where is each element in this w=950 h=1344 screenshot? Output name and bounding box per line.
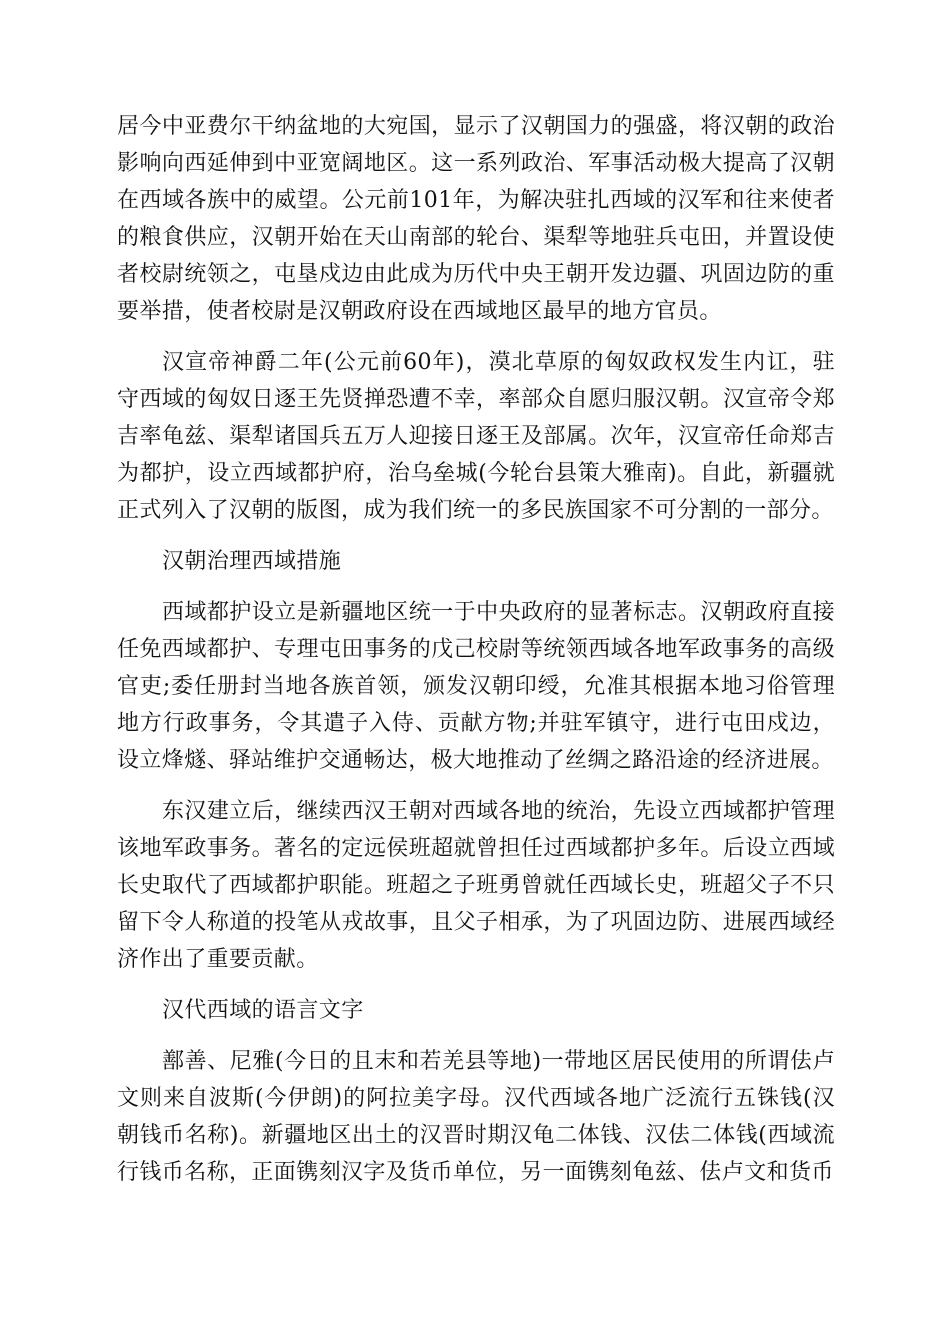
document-body bbox=[117, 108, 835, 1205]
paragraph-continuation: 居今中亚费尔干纳盆地的大宛国，显示了汉朝国力的强盛，将汉朝的政治影响向西延伸到中亚宽阔地区。这一系列政治、军事活动极大提高了汉朝在西域各族中的威望。公元前101年，为解决驻扎西域的汉军和往来使者的粮食供应，汉朝开始在天山南部的轮台、渠犁等地驻兵屯田，并置设使者校尉统领之，屯垦戍边由此成为历代中央王朝开发边疆、巩固边防的重要举措，使者校尉是汉朝政府设在西域地区最早的地方官员。 bbox=[117, 114, 835, 324]
paragraph-xuandi-protectorate: 汉宣帝神爵二年(公元前60年)，漠北草原的匈奴政权发生内讧，驻守西域的匈奴日逐王先贤掸恐遭不幸，率部众自愿归服汉朝。汉宣帝令郑吉率龟兹、渠犁诸国兵五万人迎接日逐王及部属。次年，汉宣帝任命郑吉为都护，设立西域都护府，治乌垒城(今轮台县策大雅南)。自此，新疆就正式列入了汉朝的版图，成为我们统一的多民族国家不可分割的一部分。 bbox=[117, 350, 835, 523]
section-heading-governance: 汉朝治理西域措施 bbox=[162, 549, 342, 574]
section-heading-language: 汉代西域的语言文字 bbox=[162, 998, 364, 1023]
paragraph-governance-measures: 西域都护设立是新疆地区统一于中央政府的显著标志。汉朝政府直接任免西域都护、专理屯田事务的戊己校尉等统领西域各地军政事务的高级官吏;委任册封当地各族首领，颁发汉朝印绶，允准其根据本地习俗管理地方行政事务，令其遣子入侍、贡献方物;并驻军镇守，进行屯田戍边，设立烽燧、驿站维护交通畅达，极大地推动了丝绸之路沿途的经济进展。 bbox=[117, 600, 835, 773]
paragraph-language-script: 鄯善、尼雅(今日的且末和若羌县等地)一带地区居民使用的所谓佉卢文则来自波斯(今伊朗)的阿拉美字母。汉代西域各地广泛流行五铢钱(汉朝钱币名称)。新疆地区出土的汉晋时期汉龟二体钱、汉佉二体钱(西域流行钱币名称，正面镌刻汉字及货币单位，另一面镌刻龟兹、佉卢文和货币 bbox=[117, 1049, 835, 1185]
paragraph-eastern-han: 东汉建立后，继续西汉王朝对西域各地的统治，先设立西域都护管理该地军政事务。著名的定远侯班超就曾担任过西域都护多年。后设立西域长史取代了西域都护职能。班超之子班勇曾就任西域长史，班超父子不只留下令人称道的投笔从戎故事，且父子相承，为了巩固边防、进展西域经济作出了重要贡献。 bbox=[117, 799, 835, 972]
